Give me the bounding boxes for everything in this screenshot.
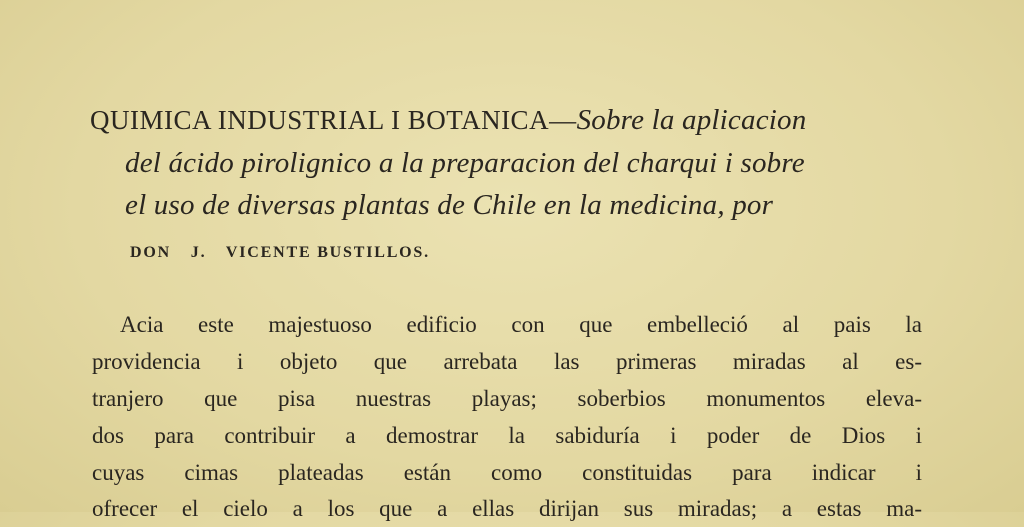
body-line-6: ofrecer el cielo a los que a ellas dirijan sus miradas; a estas ma- [92,496,922,521]
title-caps: QUIMICA INDUSTRIAL I BOTANICA— [90,105,577,135]
body-line-1: Acia este majestuoso edificio con que embelleció al pais la [120,312,922,337]
body-line-5: cuyas cimas plateadas están como constituidas para indicar i [92,460,922,485]
author-line [130,244,830,262]
author-initial: J. [190,244,207,261]
author-don: DON [130,244,171,261]
title-line-1 [90,104,920,137]
body-line-4: dos para contribuir a demostrar la sabiduría i poder de Dios i [92,423,922,448]
body-line-2: providencia i objeto que arrebata las primeras miradas al es- [92,349,922,374]
title-line-2: del ácido pirolignico a la preparacion del charqui i sobre [125,147,805,179]
body-line-3: tranjero que pisa nuestras playas; soberbios monumentos eleva- [92,386,922,411]
author-name: VICENTE BUSTILLOS. [225,244,430,261]
title-italic-1: Sobre la aplicacion [576,104,807,136]
title-line-3: el uso de diversas plantas de Chile en la medicina, por [125,189,774,221]
